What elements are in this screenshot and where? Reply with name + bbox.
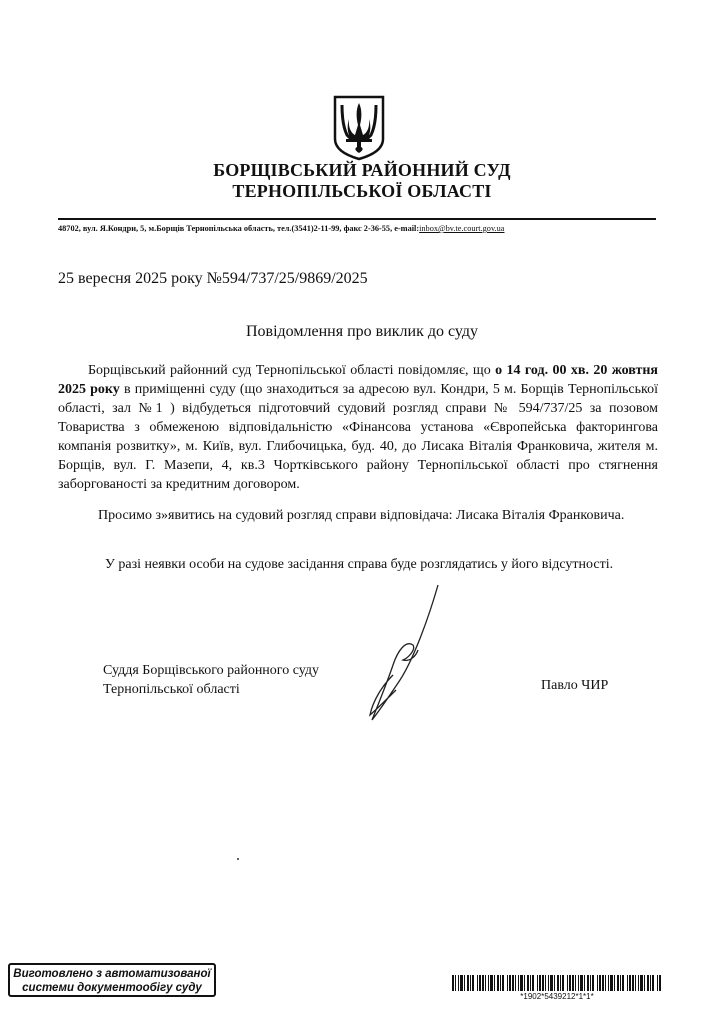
barcode-bar — [622, 975, 624, 991]
barcode-bar — [627, 975, 628, 991]
barcode-bar — [567, 975, 568, 991]
barcode-bar — [548, 975, 549, 991]
barcode-bar — [599, 975, 601, 991]
barcode-bar — [518, 975, 519, 991]
barcode-bar — [657, 975, 658, 991]
handwritten-signature — [358, 580, 448, 730]
court-name-line1: БОРЩІВСЬКИЙ РАЙОННИЙ СУД — [213, 160, 511, 180]
judge-title — [103, 661, 319, 699]
barcode-number: *1902*5439212*1*1* — [520, 992, 594, 1001]
barcode-bar — [617, 975, 619, 991]
document-title: Повідомлення про виклик до суду — [245, 323, 479, 340]
barcode-bar — [650, 975, 651, 991]
barcode-bar — [502, 975, 504, 991]
coat-of-arms-icon — [333, 95, 385, 161]
barcode-bar — [557, 975, 559, 991]
barcode-bar — [580, 975, 583, 991]
barcode-bar — [520, 975, 523, 991]
barcode-bar — [485, 975, 486, 991]
barcode-bar — [578, 975, 579, 991]
barcode-bar — [488, 975, 489, 991]
header-divider — [58, 218, 656, 220]
court-name — [0, 160, 724, 202]
barcode-bar — [614, 975, 615, 991]
barcode-bar — [452, 975, 454, 991]
barcode-bar — [458, 975, 459, 991]
barcode-bar — [602, 975, 604, 991]
barcode-bar — [647, 975, 649, 991]
barcode-bar — [608, 975, 609, 991]
automation-stamp — [8, 963, 216, 997]
barcode-bar — [545, 975, 546, 991]
barcode-bar — [539, 975, 541, 991]
paragraph-warning: У разі неявки особи на судове засідання справа буде розглядатись у його відсутності. — [105, 557, 614, 572]
barcode-bar — [659, 975, 661, 991]
paragraph-notice — [58, 361, 658, 494]
barcode-bar — [632, 975, 634, 991]
barcode-bar — [470, 975, 471, 991]
judge-title-line1: Суддя Борщівського районного суду — [103, 663, 319, 678]
court-address — [58, 224, 678, 233]
barcode-bar — [524, 975, 525, 991]
barcode-bar — [530, 975, 531, 991]
barcode-bar — [490, 975, 493, 991]
barcode-bar — [479, 975, 481, 991]
barcode-bar — [635, 975, 636, 991]
barcode-bar — [629, 975, 631, 991]
paragraph-request: Просимо з»явитись на судовий розгляд справи відповідача: Лисака Віталія Франковича. — [98, 508, 625, 523]
barcode-bar — [620, 975, 621, 991]
stamp-line2: системи документообігу суду — [22, 982, 202, 994]
stray-dot — [237, 858, 239, 860]
barcode-bar — [572, 975, 574, 991]
barcode-bar — [605, 975, 606, 991]
barcode-bar — [494, 975, 495, 991]
document-barcode — [452, 975, 662, 991]
email-link[interactable]: inbox@bv.te.court.gov.ua — [419, 224, 505, 233]
barcode-bar — [497, 975, 499, 991]
barcode-bar — [460, 975, 463, 991]
notice-text-a: Борщівський районний суд Тернопільської області повідомляє, що — [88, 363, 496, 378]
barcode-bar — [560, 975, 561, 991]
barcode-bar — [500, 975, 501, 991]
barcode-bar — [464, 975, 465, 991]
barcode-bar — [477, 975, 478, 991]
barcode-bar — [590, 975, 591, 991]
barcode-bar — [537, 975, 538, 991]
barcode-bar — [542, 975, 544, 991]
barcode-bar — [652, 975, 654, 991]
barcode-bar — [550, 975, 553, 991]
address-text: 48702, вул. Я.Кондри, 5, м.Борщів Тернопільська область, тел.(3541)2-11-99, факс 2-36-55, e-mail: — [58, 224, 420, 233]
barcode-bar — [584, 975, 585, 991]
barcode-bar — [597, 975, 598, 991]
barcode-bar — [515, 975, 516, 991]
barcode-bar — [640, 975, 643, 991]
judge-name: Павло ЧИР — [541, 678, 609, 693]
barcode-bar — [644, 975, 645, 991]
barcode-bar — [482, 975, 484, 991]
barcode-bar — [509, 975, 511, 991]
hearing-time: о 14 год. 00 хв. 20 жовтня 2025 року — [58, 363, 658, 397]
barcode-bar — [507, 975, 508, 991]
barcode-bar — [562, 975, 564, 991]
barcode-bar — [532, 975, 534, 991]
court-name-line2: ТЕРНОПІЛЬСЬКОЇ ОБЛАСТІ — [232, 181, 492, 201]
barcode-bar — [472, 975, 474, 991]
barcode-bar — [592, 975, 594, 991]
barcode-bar — [587, 975, 589, 991]
barcode-bar — [638, 975, 639, 991]
barcode-bar — [467, 975, 469, 991]
barcode-bar — [512, 975, 514, 991]
barcode-bar — [554, 975, 555, 991]
barcode-bar — [610, 975, 613, 991]
barcode-bar — [575, 975, 576, 991]
barcode-bar — [569, 975, 571, 991]
notice-text-b: в приміщенні суду (що знаходиться за адресою вул. Кондри, 5 м. Борщів Тернопільської області, зал №1 ) відбудеться підготовчий судовий розгляд справи № 594/737/25 за позовом Товариства з обмеженою відповідальністю «Фінансова установа «Європейська факторингова компанія розвитку», м. Київ, вул. Глибочицька, буд. 40, до Лисака Віталія Франковича, жителя м. Борщів, вул. Г. Мазепи, 4, кв.3 Чортківського району Тернопільської області про стягнення заборгованості за кредитним договором. — [58, 382, 658, 492]
barcode-bar — [527, 975, 529, 991]
date-and-number: 25 вересня 2025 року №594/737/25/9869/2025 — [58, 270, 368, 287]
barcode-bar — [455, 975, 456, 991]
judge-title-line2: Тернопільської області — [103, 682, 240, 697]
stamp-line1: Виготовлено з автоматизованої — [13, 968, 211, 980]
